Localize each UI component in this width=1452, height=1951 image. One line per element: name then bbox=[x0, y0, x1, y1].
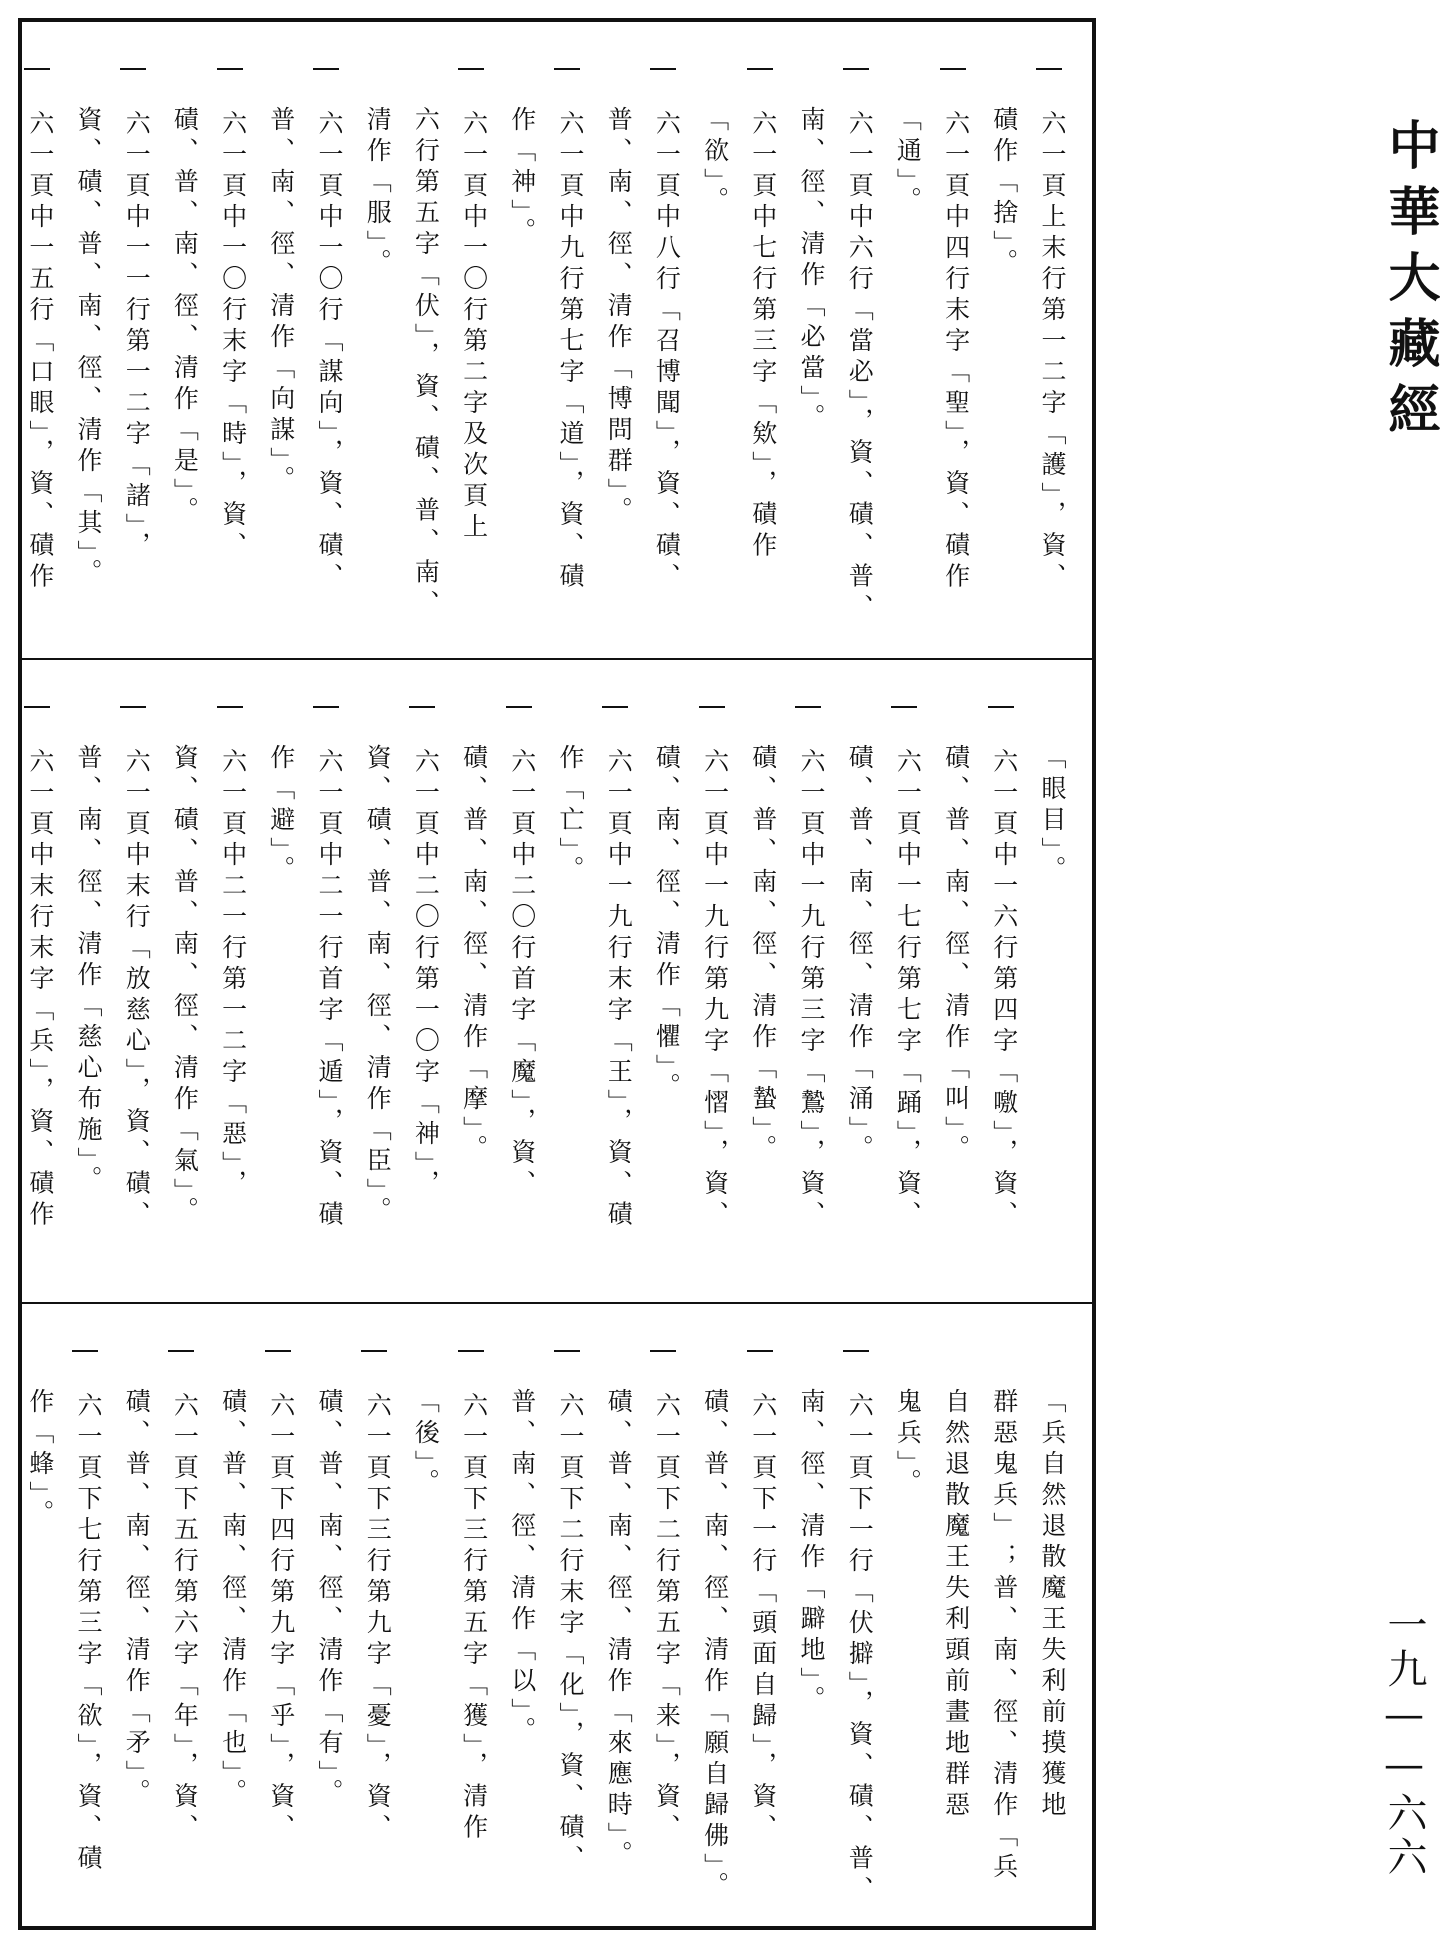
column-text: 磧、普、南、徑、清作「也」。 bbox=[218, 1388, 248, 1810]
column-text: 群惡鬼兵」；普、南、徑、清作「兵 bbox=[989, 1388, 1019, 1884]
column-text: 六一頁中七行第三字「欸」，磧作 bbox=[748, 110, 778, 563]
entry-marker bbox=[265, 1350, 291, 1352]
column-text: 六一頁下二行末字「化」，資、磧、 bbox=[556, 1392, 585, 1876]
register-upper bbox=[22, 22, 1092, 658]
entry-marker bbox=[843, 1350, 869, 1352]
text-column bbox=[590, 660, 646, 1302]
text-column bbox=[156, 1304, 212, 1930]
column-text: 磧、普、南、徑、清作「摩」。 bbox=[459, 744, 489, 1166]
entry-marker bbox=[24, 68, 50, 70]
text-column bbox=[446, 22, 502, 658]
text-column bbox=[687, 1304, 743, 1930]
column-text: 「後」。 bbox=[411, 1388, 441, 1500]
text-column bbox=[397, 1304, 453, 1930]
column-text: 鬼兵」。 bbox=[893, 1388, 923, 1500]
text-column bbox=[12, 22, 68, 658]
text-column bbox=[1024, 660, 1080, 1302]
entry-marker bbox=[24, 706, 50, 708]
entry-marker bbox=[940, 68, 966, 70]
text-column bbox=[928, 660, 984, 1302]
column-text: 南、徑、清作「躃地」。 bbox=[797, 1388, 826, 1717]
entry-marker bbox=[795, 706, 821, 708]
column-text: 六一頁中一〇行末字「時」，資、 bbox=[218, 110, 248, 563]
column-text: 六一頁中一七行第七字「踊」，資、 bbox=[893, 748, 923, 1232]
text-column bbox=[735, 1304, 791, 1930]
column-text: 六一頁上末行第一二字「護」，資、 bbox=[1038, 110, 1067, 594]
column-text: 六一頁中二〇行首字「魔」，資、 bbox=[507, 748, 537, 1201]
text-column bbox=[60, 22, 116, 658]
text-column bbox=[735, 660, 791, 1302]
column-text: 六一頁下二行第五字「来」，資、 bbox=[652, 1392, 682, 1845]
text-column bbox=[446, 660, 502, 1302]
entry-marker bbox=[506, 706, 532, 708]
column-text: 六行第五字「伏」，資、磧、普、南、 bbox=[411, 106, 441, 621]
column-text: 六一頁下一行「頭面自歸」，資、 bbox=[748, 1392, 778, 1845]
column-text: 磧、普、南、徑、清作「叫」。 bbox=[941, 744, 971, 1166]
entry-marker bbox=[747, 1350, 773, 1352]
column-text: 資、磧、普、南、徑、清作「氣」。 bbox=[170, 744, 200, 1228]
column-text: 南、徑、清作「必當」。 bbox=[797, 106, 826, 435]
column-text: 作「蜂」。 bbox=[25, 1388, 55, 1531]
text-column bbox=[397, 660, 453, 1302]
text-column bbox=[205, 1304, 261, 1930]
text-column bbox=[301, 22, 357, 658]
column-text: 六一頁下三行第九字「憂」，資、 bbox=[363, 1392, 393, 1845]
register-lower bbox=[22, 1304, 1092, 1930]
column-text: 六一頁中二〇行第一〇字「神」， bbox=[411, 748, 441, 1201]
column-text: 「通」。 bbox=[893, 106, 923, 218]
entry-marker bbox=[602, 706, 628, 708]
text-column bbox=[349, 22, 405, 658]
text-column bbox=[831, 1304, 887, 1930]
column-text: 作「亡」。 bbox=[556, 744, 585, 887]
text-column bbox=[494, 22, 550, 658]
text-column bbox=[831, 22, 887, 658]
text-column bbox=[687, 22, 743, 658]
entry-marker bbox=[1036, 68, 1062, 70]
text-column bbox=[253, 660, 309, 1302]
column-text: 六一頁下一行「伏擗」，資、磧、普、 bbox=[845, 1392, 875, 1907]
entry-marker bbox=[891, 706, 917, 708]
column-text: 普、南、徑、清作「以」。 bbox=[507, 1388, 537, 1748]
text-column bbox=[12, 1304, 68, 1930]
text-column bbox=[349, 660, 405, 1302]
column-text: 六一頁中一一行第一二字「諸」， bbox=[122, 110, 152, 563]
text-column bbox=[349, 1304, 405, 1930]
column-text: 磧、普、南、徑、清作「願自歸佛」。 bbox=[700, 1388, 730, 1903]
column-text: 普、南、徑、清作「慈心布施」。 bbox=[74, 744, 103, 1197]
column-text: 磧、南、徑、清作「懼」。 bbox=[652, 744, 682, 1104]
text-column bbox=[783, 22, 839, 658]
text-column bbox=[590, 1304, 646, 1930]
column-text: 磧作「捨」。 bbox=[989, 106, 1019, 280]
text-column bbox=[976, 660, 1032, 1302]
register-middle bbox=[22, 660, 1092, 1302]
entry-marker bbox=[554, 1350, 580, 1352]
entry-marker bbox=[458, 1350, 484, 1352]
column-text: 普、南、徑、清作「向謀」。 bbox=[266, 106, 296, 497]
text-column bbox=[446, 1304, 502, 1930]
text-column bbox=[542, 22, 598, 658]
collection-title: 中華大藏經 bbox=[1379, 118, 1440, 448]
text-column bbox=[253, 22, 309, 658]
text-column bbox=[590, 22, 646, 658]
entry-marker bbox=[699, 706, 725, 708]
entry-marker bbox=[313, 68, 339, 70]
column-text: 六一頁中末行「放慈心」，資、磧、 bbox=[122, 748, 152, 1232]
entry-marker bbox=[409, 706, 435, 708]
column-text: 「眼目」。 bbox=[1038, 744, 1067, 887]
text-column bbox=[976, 1304, 1032, 1930]
column-text: 作「神」。 bbox=[507, 106, 537, 249]
column-text: 磧、普、南、徑、清作「矛」。 bbox=[122, 1388, 152, 1810]
column-text: 六一頁中一〇行「謀向」，資、磧、 bbox=[315, 110, 344, 594]
entry-marker bbox=[217, 68, 243, 70]
entry-marker bbox=[458, 68, 484, 70]
text-column bbox=[976, 22, 1032, 658]
column-text: 磧、普、南、徑、清作「是」。 bbox=[170, 106, 200, 528]
column-text: 六一頁中一九行第九字「慴」，資、 bbox=[700, 748, 730, 1232]
page-number: 一九——六六 bbox=[1381, 1604, 1427, 1880]
column-text: 六一頁中一九行末字「王」，資、磧 bbox=[604, 748, 634, 1232]
entry-marker bbox=[747, 68, 773, 70]
text-column bbox=[638, 22, 694, 658]
column-text: 六一頁下三行第五字「獲」，清作 bbox=[459, 1392, 489, 1845]
column-text: 六一頁中一〇行第二字及次頁上 bbox=[459, 110, 489, 544]
text-column bbox=[108, 22, 164, 658]
text-column bbox=[879, 1304, 935, 1930]
text-column bbox=[494, 660, 550, 1302]
column-text: 自然退散魔王失利頭前畫地群惡 bbox=[941, 1388, 971, 1822]
text-column bbox=[783, 660, 839, 1302]
column-text: 作「避」。 bbox=[266, 744, 296, 887]
text-column bbox=[783, 1304, 839, 1930]
column-text: 清作「服」。 bbox=[363, 106, 393, 280]
column-text: 六一頁中二一行首字「遁」，資、磧 bbox=[315, 748, 344, 1232]
text-column bbox=[638, 1304, 694, 1930]
text-column bbox=[879, 22, 935, 658]
entry-marker bbox=[650, 68, 676, 70]
text-column bbox=[156, 22, 212, 658]
text-column bbox=[1024, 1304, 1080, 1930]
entry-marker bbox=[650, 1350, 676, 1352]
column-text: 磧、普、南、徑、清作「有」。 bbox=[315, 1388, 344, 1810]
entry-marker bbox=[120, 68, 146, 70]
text-column bbox=[542, 660, 598, 1302]
text-column bbox=[156, 660, 212, 1302]
column-text: 六一頁中九行第七字「道」，資、磧 bbox=[556, 110, 585, 594]
text-column bbox=[301, 660, 357, 1302]
column-text: 六一頁中四行末字「聖」，資、磧作 bbox=[941, 110, 971, 594]
entry-marker bbox=[168, 1350, 194, 1352]
text-column bbox=[60, 1304, 116, 1930]
entry-marker bbox=[313, 706, 339, 708]
column-text: 六一頁下七行第三字「欲」，資、磧 bbox=[74, 1392, 103, 1876]
column-text: 「欲」。 bbox=[700, 106, 730, 218]
text-column bbox=[687, 660, 743, 1302]
text-column bbox=[494, 1304, 550, 1930]
page-frame bbox=[18, 18, 1096, 1930]
text-column bbox=[397, 22, 453, 658]
entry-marker bbox=[843, 68, 869, 70]
text-column bbox=[205, 22, 261, 658]
entry-marker bbox=[988, 706, 1014, 708]
entry-marker bbox=[554, 68, 580, 70]
text-column bbox=[60, 660, 116, 1302]
text-column bbox=[928, 22, 984, 658]
column-text: 磧、普、南、徑、清作「涌」。 bbox=[845, 744, 875, 1166]
column-text: 六一頁中末行末字「兵」，資、磧作 bbox=[25, 748, 55, 1232]
column-text: 六一頁中一六行第四字「噭」，資、 bbox=[989, 748, 1019, 1232]
column-text: 六一頁中二一行第一二字「惡」， bbox=[218, 748, 248, 1201]
entry-marker bbox=[72, 1350, 98, 1352]
text-column bbox=[108, 660, 164, 1302]
entry-marker bbox=[120, 706, 146, 708]
entry-marker bbox=[217, 706, 243, 708]
text-column bbox=[108, 1304, 164, 1930]
column-text: 磧、普、南、徑、清作「來應時」。 bbox=[604, 1388, 634, 1872]
column-text: 磧、普、南、徑、清作「蟄」。 bbox=[748, 744, 778, 1166]
column-text: 六一頁下五行第六字「年」，資、 bbox=[170, 1392, 200, 1845]
column-text: 普、南、徑、清作「博問群」。 bbox=[604, 106, 634, 528]
column-text: 六一頁中六行「當必」，資、磧、普、 bbox=[845, 110, 875, 625]
text-column bbox=[542, 1304, 598, 1930]
text-column bbox=[253, 1304, 309, 1930]
column-text: 六一頁下四行第九字「乎」，資、 bbox=[266, 1392, 296, 1845]
column-text: 「兵自然退散魔王失利前摸獲地 bbox=[1038, 1388, 1067, 1822]
text-column bbox=[879, 660, 935, 1302]
column-text: 六一頁中一五行「口眼」，資、磧作 bbox=[25, 110, 55, 594]
text-column bbox=[638, 660, 694, 1302]
column-text: 六一頁中八行「召博聞」，資、磧、 bbox=[652, 110, 682, 594]
text-column bbox=[1024, 22, 1080, 658]
text-column bbox=[831, 660, 887, 1302]
column-text: 資、磧、普、南、徑、清作「其」。 bbox=[74, 106, 103, 590]
text-column bbox=[12, 660, 68, 1302]
text-column bbox=[928, 1304, 984, 1930]
entry-marker bbox=[361, 1350, 387, 1352]
text-column bbox=[205, 660, 261, 1302]
text-column bbox=[735, 22, 791, 658]
text-column bbox=[301, 1304, 357, 1930]
column-text: 資、磧、普、南、徑、清作「臣」。 bbox=[363, 744, 393, 1228]
column-text: 六一頁中一九行第三字「鷙」，資、 bbox=[797, 748, 826, 1232]
